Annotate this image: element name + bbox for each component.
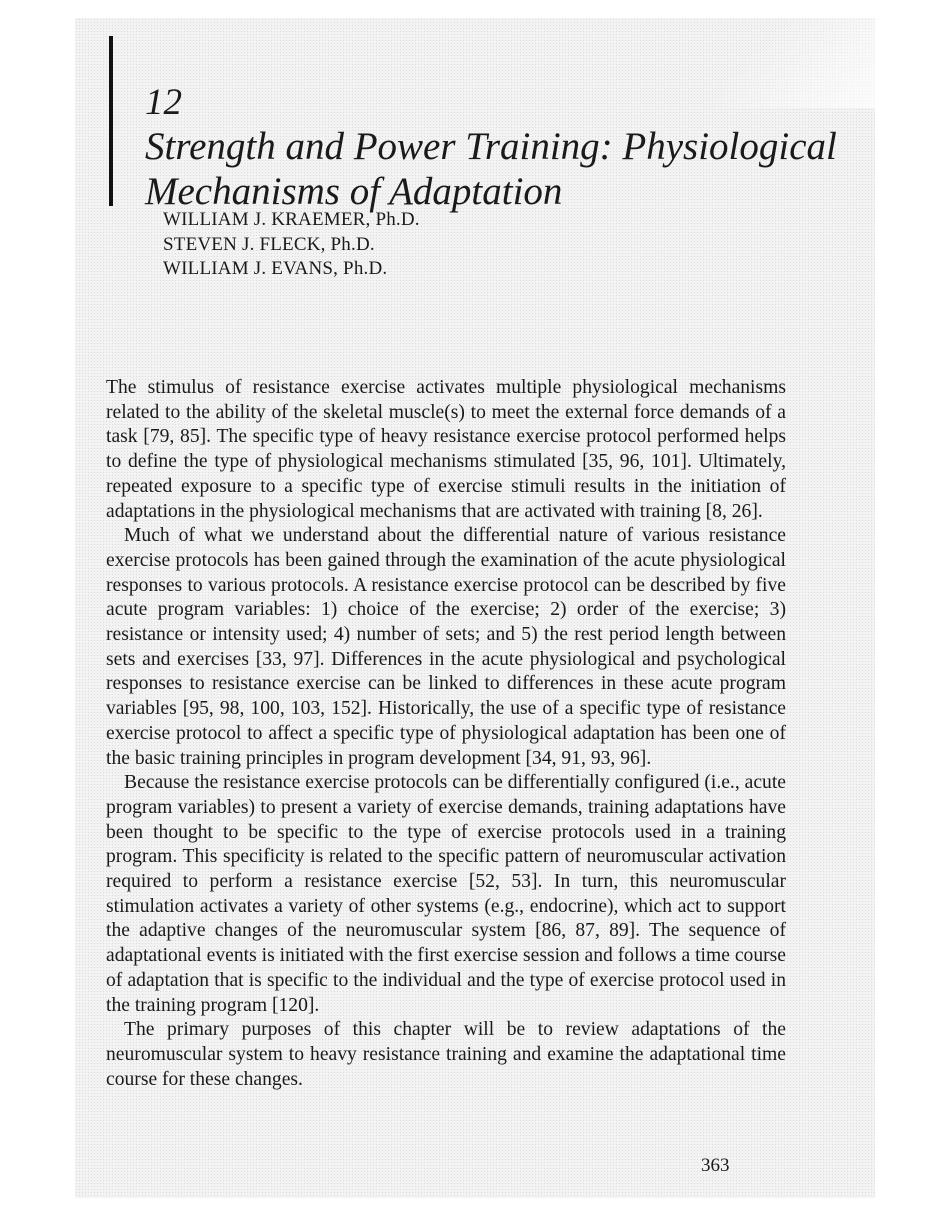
book-page <box>75 18 875 1198</box>
chapter-title: Strength and Power Training: Physiological Mechanisms of Adaptation <box>145 125 837 213</box>
scan-shading <box>715 18 875 108</box>
author-list <box>163 208 420 282</box>
chapter-rule-bar <box>109 36 113 206</box>
chapter-number: 12 <box>145 82 182 123</box>
author-2: STEVEN J. FLECK, Ph.D. <box>163 233 375 255</box>
page-number: 363 <box>701 1155 730 1176</box>
author-3: WILLIAM J. EVANS, Ph.D. <box>163 258 388 279</box>
chapter-body <box>106 376 786 1092</box>
paragraph-3: Because the resistance exercise protocols can be differentially configured (i.e., acute program variables) to present a variety of exercise demands, training adaptations have been thought to be specific to the type of exercise protocols used in a training program. This specificity is related to the specific pattern of neuromuscular activation required to perform a resistance exercise [52, 53]. In turn, this neuromuscular stimulation activates a variety of other systems (e.g., endocrine), which act to support the adaptive changes of the neuromuscular system [86, 87, 89]. The sequence of adaptational events is initiated with the first exercise session and follows a time course of adaptation that is specific to the individual and the type of exercise protocol used in the training program [120]. <box>106 772 786 1016</box>
paragraph-2: Much of what we understand about the differential nature of various resistance exercise protocols has been gained through the examination of the acute physiological responses to various protocols. A resistance exercise protocol can be described by five acute program variables: 1) choice of the exercise; 2) order of the exercise; 3) resistance or intensity used; 4) number of sets; and 5) the rest period length between sets and exercises [33, 97]. Differences in the acute physiological and psychological responses to resistance exercise can be linked to differences in these acute program variables [95, 98, 100, 103, 152]. Historically, the use of a specific type of resistance exercise protocol to affect a specific type of physiological adaptation has been one of the basic training principles in program development [34, 91, 93, 96]. <box>106 525 786 769</box>
paragraph-1: The stimulus of resistance exercise activates multiple physiological mechanisms related to the ability of the skeletal muscle(s) to meet the external force demands of a task [79, 85]. The specific type of heavy resistance exercise protocol performed helps to define the type of physiological mechanisms stimulated [35, 96, 101]. Ultimately, repeated exposure to a specific type of exercise stimuli results in the initiation of adaptations in the physiological mechanisms that are activated with training [8, 26]. <box>106 377 786 522</box>
paragraph-4: The primary purposes of this chapter will be to review adaptations of the neuromuscular system to heavy resistance training and examine the adaptational time course for these changes. <box>106 1019 786 1090</box>
author-1: WILLIAM J. KRAEMER, Ph.D. <box>163 209 420 230</box>
